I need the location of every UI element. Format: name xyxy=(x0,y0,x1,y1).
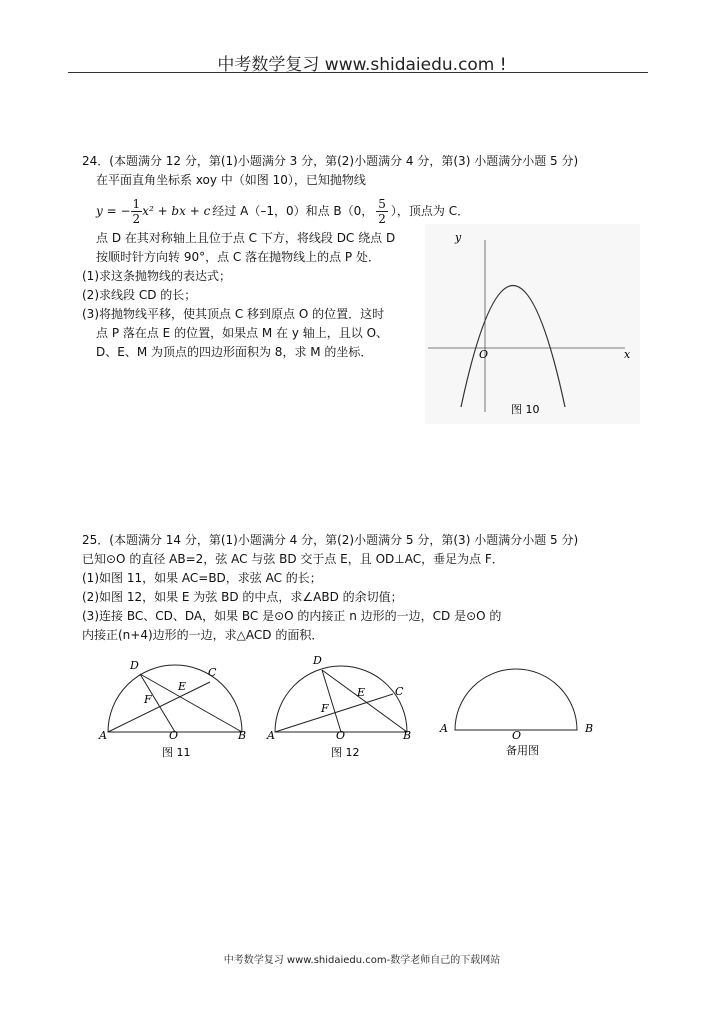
origin-label: O xyxy=(479,348,489,361)
point-b-denominator: 2 xyxy=(378,211,386,226)
fig11-label-d: D xyxy=(130,659,139,672)
q25-title: 25．(本题满分 14 分，第(1)小题满分 4 分，第(2)小题满分 5 分，第(3) 小题满分小题 5 分) xyxy=(82,533,579,547)
q24-part3-line3: D、E、M 为顶点的四边形面积为 8，求 M 的坐标． xyxy=(96,345,373,359)
figure-spare xyxy=(435,660,605,760)
page-footer: 中考数学复习 www.shidaiedu.com-数学老师自己的下载网站 xyxy=(223,955,501,966)
fig11-label-f: F xyxy=(144,693,152,706)
fig11-label-c: C xyxy=(208,666,217,679)
formula-end: ），顶点为 C． xyxy=(390,203,470,218)
q24-line4: 按顺时针方向转 90°，点 C 落在抛物线上的点 P 处． xyxy=(96,250,380,264)
formula-lhs: y = − xyxy=(96,203,131,218)
fig11-label-o: O xyxy=(169,729,179,742)
q25-part2: (2)如图 12，如果 E 为弦 BD 的中点，求∠ABD 的余切值； xyxy=(82,590,403,604)
q24-title: 24．(本题满分 12 分，第(1)小题满分 3 分，第(2)小题满分 4 分，第(3) 小题满分小题 5 分) xyxy=(82,154,579,168)
fig12-caption: 图 12 xyxy=(331,746,360,759)
fig12-label-c: C xyxy=(395,685,404,698)
q24-part1: (1)求这条抛物线的表达式； xyxy=(82,269,231,283)
fig12-label-e: E xyxy=(357,686,366,699)
formula-fraction xyxy=(131,197,143,226)
fig11-caption: 图 11 xyxy=(162,746,191,759)
fig11-label-a: A xyxy=(99,729,107,742)
fig12-label-a: A xyxy=(267,729,275,742)
fig11-chord-bd xyxy=(140,674,242,732)
fig11-label-b: B xyxy=(238,729,247,742)
fig12-chord-ac xyxy=(275,694,393,732)
q25-line1: 已知⊙O 的直径 AB=2，弦 AC 与弦 BD 交于点 E，且 OD⊥AC，垂足为点 F． xyxy=(82,552,504,566)
fig12-label-f: F xyxy=(321,702,329,715)
fig12-segment-od xyxy=(322,670,341,732)
formula-fraction-denominator: 2 xyxy=(132,211,141,226)
q24-part3-line2: 点 P 落在点 E 的位置，如果点 M 在 y 轴上，且以 O、 xyxy=(96,326,389,340)
formula-rhs: x² + bx + c xyxy=(142,203,211,218)
spare-label-b: B xyxy=(585,722,594,735)
fig11-label-e: E xyxy=(178,680,187,693)
q24-line3: 点 D 在其对称轴上且位于点 C 下方，将线段 DC 绕点 D xyxy=(96,231,396,245)
y-axis-label: y xyxy=(455,231,462,244)
spare-semicircle xyxy=(455,669,577,730)
figure-12 xyxy=(265,651,425,765)
q25-part1: (1)如图 11，如果 AC=BD，求弦 AC 的长； xyxy=(82,571,322,585)
spare-label-o: O xyxy=(512,729,522,742)
fig12-label-d: D xyxy=(313,654,322,667)
point-b-numerator: 5 xyxy=(378,196,386,211)
fig12-label-b: B xyxy=(403,729,412,742)
figure-10-parabola xyxy=(425,224,640,424)
spare-caption: 备用图 xyxy=(506,744,539,757)
header-divider xyxy=(68,72,648,73)
q25-part3-line2: 内接正(n+4)边形的一边，求△ACD 的面积． xyxy=(82,628,324,642)
figure-10-caption: 图 10 xyxy=(511,403,540,416)
q24-part2: (2)求线段 CD 的长； xyxy=(82,288,197,302)
fig12-label-o: O xyxy=(336,729,346,742)
point-b-fraction xyxy=(376,197,388,226)
x-axis-label: x xyxy=(624,348,631,361)
q25-part3-line1: (3)连接 BC、CD、DA，如果 BC 是⊙O 的内接正 n 边形的一边，CD 是⊙O 的 xyxy=(82,609,502,623)
figure-11 xyxy=(98,655,248,765)
formula-fraction-numerator: 1 xyxy=(132,196,141,211)
spare-label-a: A xyxy=(440,722,448,735)
fig12-chord-bd xyxy=(322,670,407,732)
q24-part3-line1: (3)将抛物线平移，使其顶点 C 移到原点 O 的位置．这时 xyxy=(82,307,385,321)
fig12-semicircle xyxy=(275,666,407,732)
q24-line1: 在平面直角坐标系 xoy 中（如图 10），已知抛物线 xyxy=(96,173,366,187)
formula-tail: 经过 A（–1，0）和点 B（0， xyxy=(212,203,374,218)
figure-10-background xyxy=(425,224,640,424)
page-header-title: 中考数学复习 www.shidaiedu.com ! xyxy=(217,55,507,75)
q24-formula-line xyxy=(96,193,469,229)
